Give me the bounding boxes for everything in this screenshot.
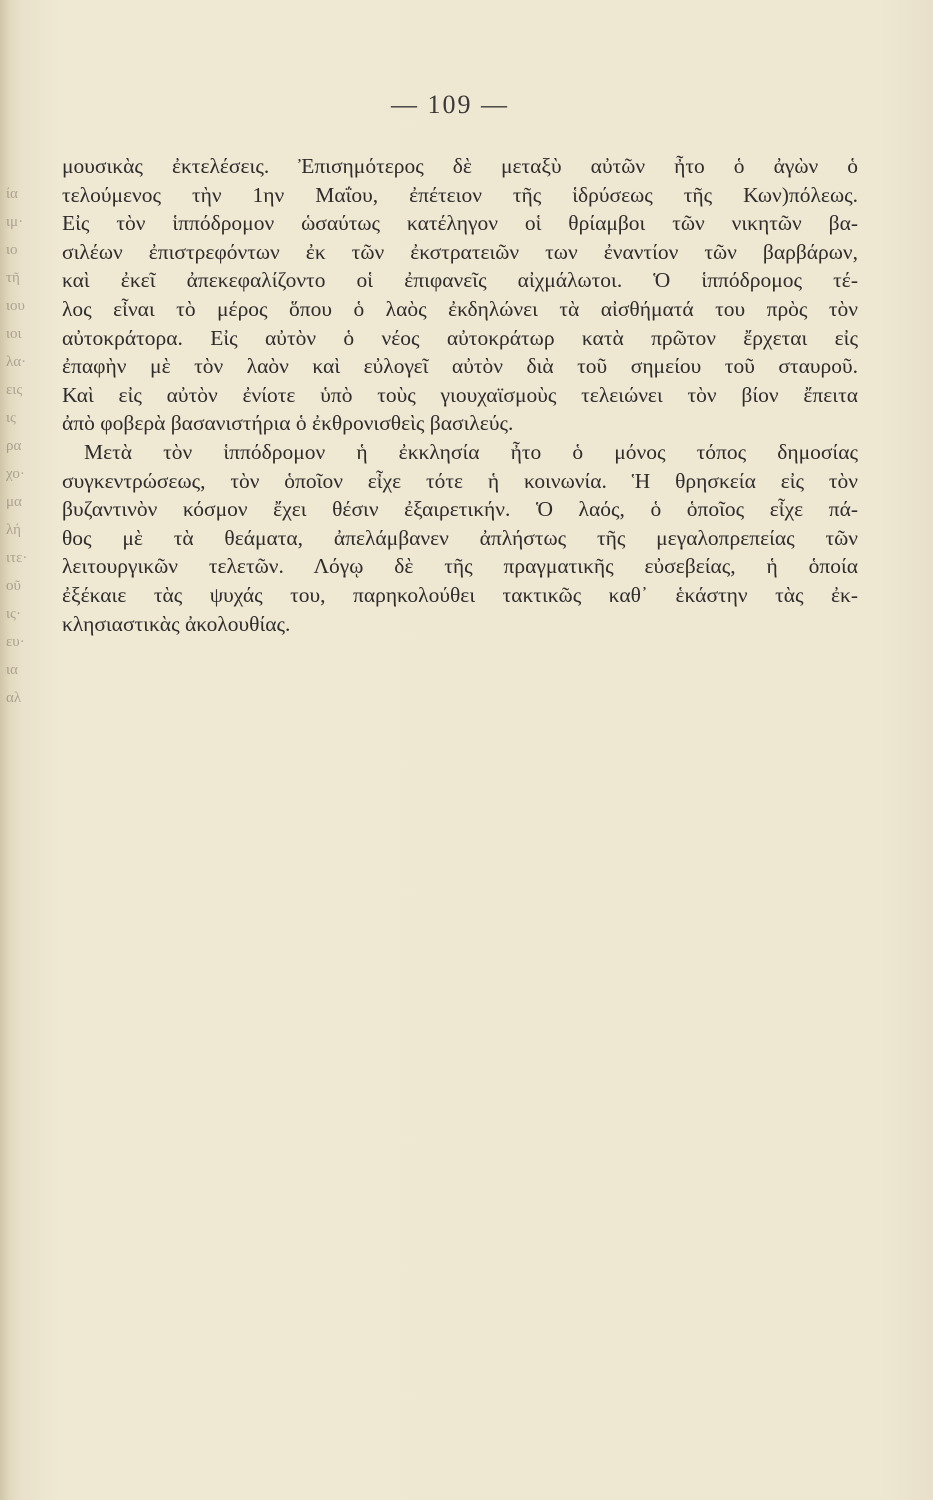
text-line: ἀπὸ φοβερὰ βασανιστήρια ὁ ἐκθρονισθεὶς βασιλεύς.: [62, 411, 514, 436]
text-line: ἐξέκαιε τὰς ψυχάς του, παρηκολούθει τακτικῶς καθ᾽ ἑκάστην τὰς ἐκ-: [62, 582, 858, 607]
page-number: — 109 —: [391, 90, 509, 119]
text-body: [62, 152, 858, 638]
text-line: Καὶ εἰς αὐτὸν ἐνίοτε ὑπὸ τοὺς γιουχαϊσμοὺς τελειώνει τὸν βίον ἔπειτα: [62, 382, 858, 407]
text-line: θος μὲ τὰ θεάματα, ἀπελάμβανεν ἀπλήστως τῆς μεγαλοπρεπείας τῶν: [62, 525, 858, 550]
text-line: ἐπαφὴν μὲ τὸν λαὸν καὶ εὐλογεῖ αὐτὸν διὰ τοῦ σημείου τοῦ σταυροῦ.: [62, 354, 858, 379]
text-line: Μετὰ τὸν ἱππόδρομον ἡ ἐκκλησία ἦτο ὁ μόνος τόπος δημοσίας: [84, 439, 858, 464]
facing-page-bleed-through: ία ιμ· ιο τῆ ιου ιοι λα· εις ις ρα χο· μα λή ιτε· οῦ ις· ευ· ια αλ: [6, 186, 28, 706]
text-line: λος εἶναι τὸ μέρος ὅπου ὁ λαὸς ἐκδηλώνει τὰ αἰσθήματά του πρὸς τὸν: [62, 296, 858, 321]
text-line: λειτουργικῶν τελετῶν. Λόγῳ δὲ τῆς πραγματικῆς εὐσεβείας, ἡ ὁποία: [62, 554, 858, 579]
text-line: αὐτοκράτορα. Εἰς αὐτὸν ὁ νέος αὐτοκράτωρ κατὰ πρῶτον ἔρχεται εἰς: [62, 325, 858, 350]
paragraph-1: [62, 152, 858, 438]
text-line: Εἰς τὸν ἱππόδρομον ὡσαύτως κατέληγον οἱ θρίαμβοι τῶν νικητῶν βα-: [62, 211, 858, 236]
paragraph-2: [62, 438, 858, 638]
text-line: σιλέων ἐπιστρεφόντων ἐκ τῶν ἐκστρατειῶν των ἐναντίον τῶν βαρβάρων,: [62, 239, 858, 264]
text-line: βυζαντινὸν κόσμον ἔχει θέσιν ἐξαιρετικήν. Ὁ λαός, ὁ ὁποῖος εἶχε πά-: [62, 497, 858, 522]
text-line: καὶ ἐκεῖ ἀπεκεφαλίζοντο οἱ ἐπιφανεῖς αἰχμάλωτοι. Ὁ ἱππόδρομος τέ-: [62, 268, 858, 293]
text-line: τελούμενος τὴν 1ην Μαΐου, ἐπέτειον τῆς ἱδρύσεως τῆς Κων)πόλεως.: [62, 182, 858, 207]
text-line: μουσικὰς ἐκτελέσεις. Ἐπισημότερος δὲ μεταξὺ αὐτῶν ἦτο ὁ ἀγὼν ὁ: [62, 154, 858, 178]
text-line: κλησιαστικὰς ἀκολουθίας.: [62, 611, 291, 636]
text-line: συγκεντρώσεως, τὸν ὁποῖον εἶχε τότε ἡ κοινωνία. Ἡ θρησκεία εἰς τὸν: [62, 468, 858, 493]
